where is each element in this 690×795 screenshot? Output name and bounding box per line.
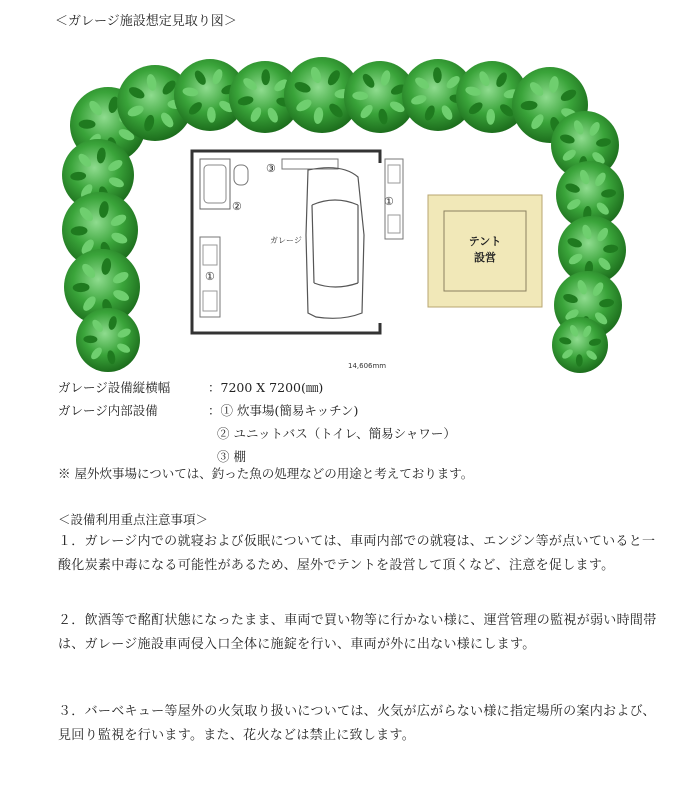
outdoor-kitchen-note: ※ 屋外炊事場については、釣った魚の処理などの用途と考えております。 xyxy=(58,466,474,481)
size-value: ：7200 X 7200(㎜) xyxy=(208,380,324,395)
caution-paragraph-3: ３．バーベキュー等屋外の火気取り扱いについては、火気が広がらない様に指定場所の案内および、見回り監視を行います。また、花火などは禁止に致します。 xyxy=(58,704,656,743)
document-title: ＜ガレージ施設想定見取り図＞ xyxy=(55,14,237,29)
interior-item-2: ② ユニットバス（トイレ、簡易シャワー） xyxy=(217,426,456,441)
marker-2: ② xyxy=(232,200,242,213)
interior-item-3: ③ 棚 xyxy=(217,449,246,464)
marker-1-outside: ① xyxy=(384,195,394,208)
marker-1-inside: ① xyxy=(205,270,215,283)
garage-label: ガレージ xyxy=(270,236,302,245)
tree-leaf xyxy=(576,354,583,366)
interior-item-1: ：① 炊事場(簡易キッチン) xyxy=(208,403,359,418)
garage-specs xyxy=(58,376,456,468)
tent-area xyxy=(428,195,542,307)
site-plan-diagram xyxy=(60,55,630,373)
interior-label: ガレージ内部設備 xyxy=(58,403,158,418)
tent-label-1: テント xyxy=(468,235,502,248)
marker-3: ③ xyxy=(266,162,276,175)
caution-paragraph-1: １．ガレージ内での就寝および仮眠については、車両内部での就寝は、エンジン等が点いていると一酸化炭素中毒になる可能性があるため、屋外でテントを設営して頂くなど、注意を促します。 xyxy=(58,534,656,573)
outdoor-kitchen xyxy=(384,159,403,239)
size-label: ガレージ設備縦横幅 xyxy=(58,380,171,395)
tent-label-2: 設営 xyxy=(474,251,496,264)
caution-paragraph-2: ２．飲酒等で酩酊状態になったまま、車両で買い物等に行かない様に、運営管理の監視が弱い時間帯は、ガレージ施設車両侵入口全体に施錠を行い、車両が外に出ない様にします。 xyxy=(58,613,657,652)
cautions-title: ＜設備利用重点注意事項＞ xyxy=(58,512,209,527)
dimension-label: 14,606mm xyxy=(348,362,387,370)
garage-building xyxy=(192,151,382,333)
